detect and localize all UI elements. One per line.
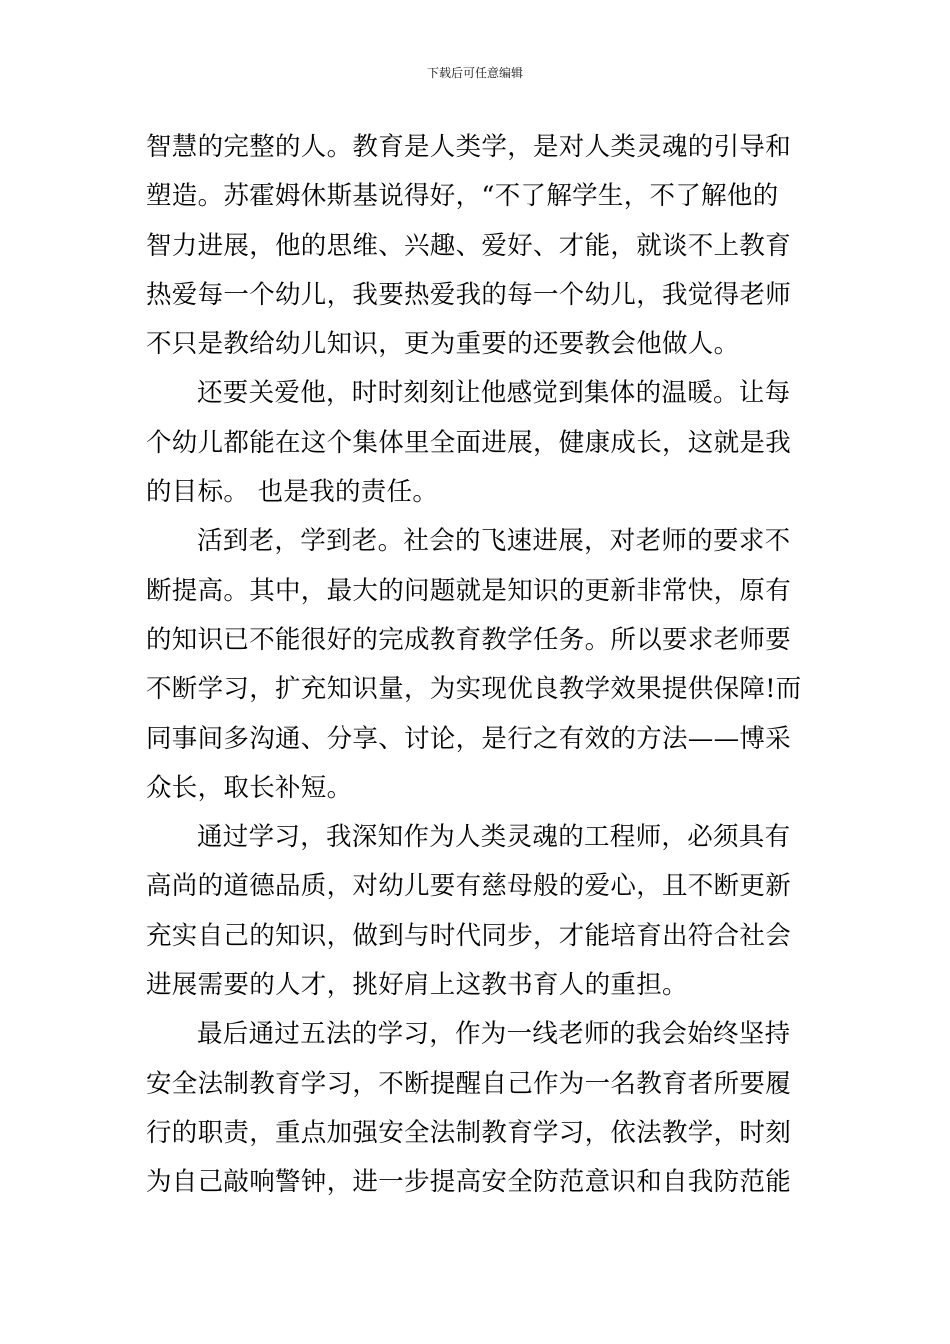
text-line: 的目标。 也是我的责任。 bbox=[146, 477, 439, 508]
text-line: 塑造。苏霍姆休斯基说得好，“不了解学生，不了解他的 bbox=[146, 181, 779, 212]
text-line: 众长，取长补短。 bbox=[146, 772, 353, 803]
text-line: 断提高。其中，最大的问题就是知识的更新非常快，原有 bbox=[146, 575, 792, 606]
text-line: 进展需要的人才，挑好肩上这教书育人的重担。 bbox=[146, 970, 688, 1001]
text-line: 热爱每一个幼儿，我要热爱我的每一个幼儿，我觉得老师 bbox=[146, 279, 792, 310]
text-line: 个幼儿都能在这个集体里全面进展，健康成长，这就是我 bbox=[146, 427, 792, 458]
paragraph-first-line: 活到老，学到老。社会的飞速进展，对老师的要求不 bbox=[197, 526, 791, 557]
text-line: 安全法制教育学习，不断提醒自己作为一名教育者所要履 bbox=[146, 1068, 792, 1099]
text-line: 高尚的道德品质，对幼儿要有慈母般的爱心，且不断更新 bbox=[146, 871, 792, 902]
text-line: 不只是教给幼儿知识，更为重要的还要教会他做人。 bbox=[146, 329, 740, 360]
text-line: 不断学习，扩充知识量，为实现优良教学效果提供保障!而 bbox=[146, 674, 802, 705]
paragraph-first-line: 最后通过五法的学习，作为一线老师的我会始终坚持 bbox=[197, 1019, 791, 1050]
text-line: 智力进展，他的思维、兴趣、爱好、才能，就谈不上教育 bbox=[146, 230, 792, 261]
text-line: 为自己敲响警钟，进一步提高安全防范意识和自我防范能 bbox=[146, 1167, 792, 1198]
page-header: 下载后可任意编辑 bbox=[426, 66, 523, 80]
text-line: 智慧的完整的人。教育是人类学，是对人类灵魂的引导和 bbox=[146, 132, 792, 162]
paragraph-first-line: 通过学习，我深知作为人类灵魂的工程师，必须具有 bbox=[197, 822, 791, 853]
document-body bbox=[146, 123, 816, 1208]
paragraph-first-line: 还要关爱他，时时刻刻让他感觉到集体的温暖。让每 bbox=[197, 378, 791, 409]
text-line: 行的职责，重点加强安全法制教育学习，依法教学，时刻 bbox=[146, 1117, 792, 1148]
text-line: 的知识已不能很好的完成教育教学任务。所以要求老师要 bbox=[146, 624, 792, 655]
text-line: 充实自己的知识，做到与时代同步，才能培育出符合社会 bbox=[146, 920, 792, 951]
text-line: 同事间多沟通、分享、讨论，是行之有效的方法——博采 bbox=[146, 723, 792, 754]
